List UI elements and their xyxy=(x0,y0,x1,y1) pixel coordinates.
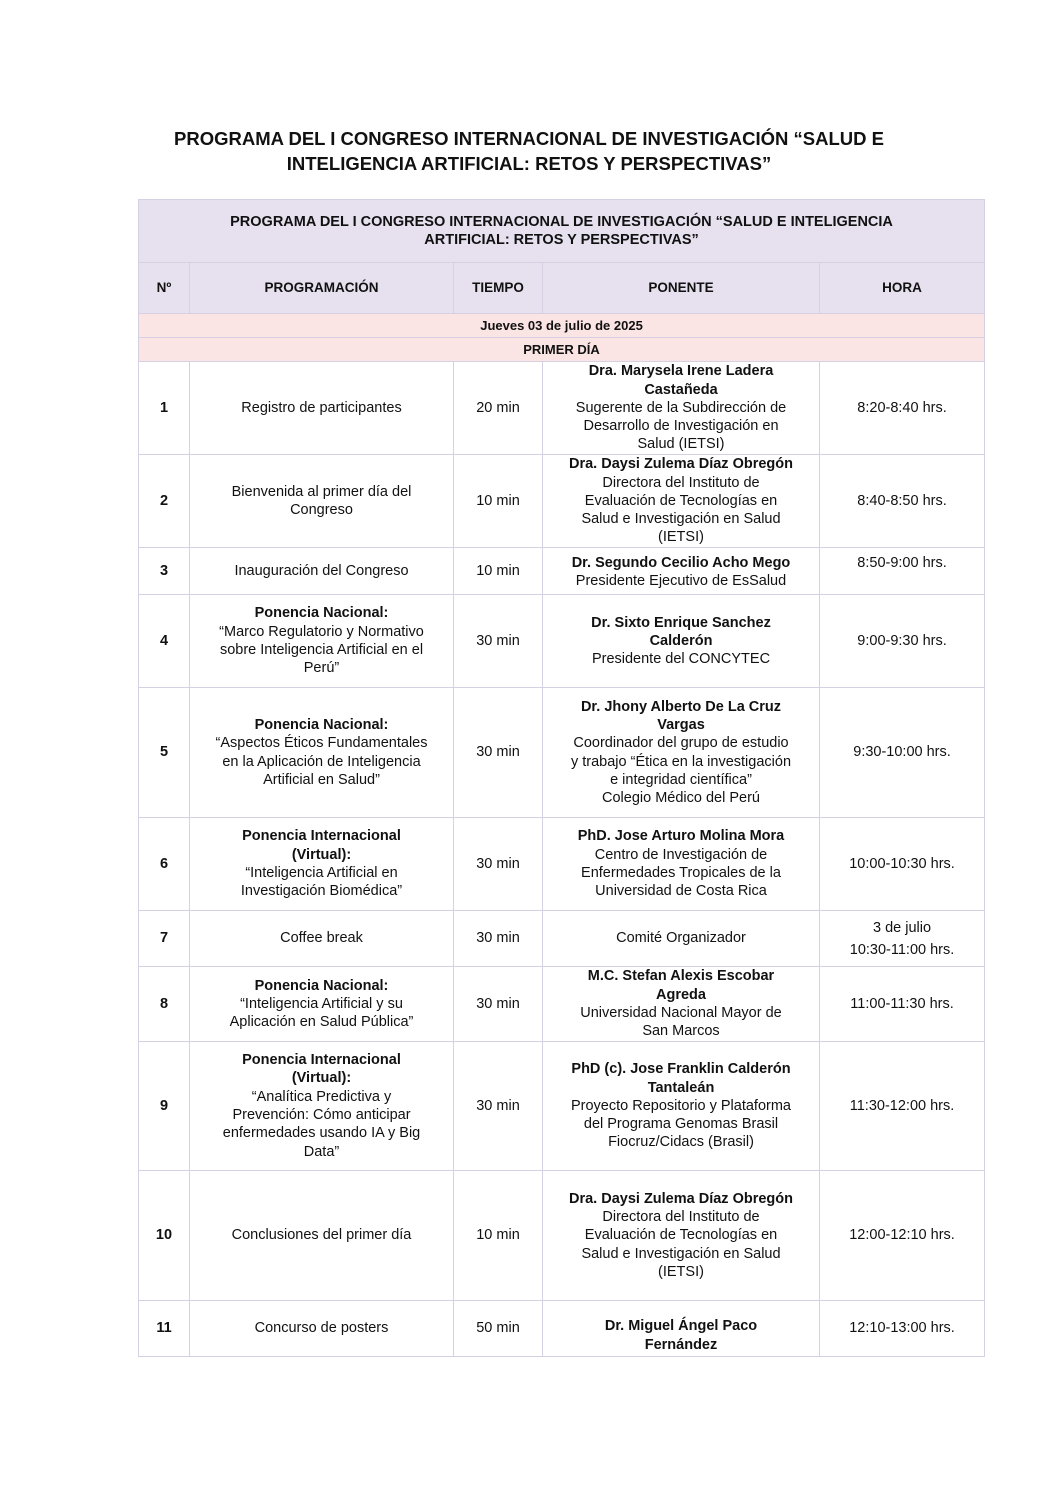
hour-value: 8:40-8:50 hrs. xyxy=(857,492,947,509)
speaker-affiliation: (IETSI) xyxy=(658,1263,704,1280)
row-number: 4 xyxy=(139,595,190,688)
speaker-name: Dra. Daysi Zulema Díaz Obregón xyxy=(568,1190,793,1207)
program-type: (Virtual): xyxy=(291,1070,352,1087)
program-title: “Analítica Predictiva y xyxy=(251,1088,392,1105)
speaker-affiliation: y trabajo “Ética en la investigación xyxy=(570,753,792,770)
speaker-name: Agreda xyxy=(656,986,706,1003)
table-row xyxy=(139,1171,985,1301)
speaker-affiliation: Evaluación de Tecnologías en xyxy=(584,492,778,509)
speaker-name: Castañeda xyxy=(644,381,718,398)
row-number: 7 xyxy=(139,911,190,967)
speaker-affiliation: Fiocruz/Cidacs (Brasil) xyxy=(608,1134,754,1151)
duration-cell: 30 min xyxy=(454,911,543,967)
speaker-cell xyxy=(543,818,820,911)
speaker-affiliation: Enfermedades Tropicales de la xyxy=(581,865,781,881)
program-cell xyxy=(190,967,454,1042)
table-banner xyxy=(139,200,985,263)
speaker-affiliation: Presidente Ejecutivo de EsSalud xyxy=(575,573,787,590)
program-title: Bienvenida al primer día del xyxy=(231,483,412,500)
program-title: Coffee break xyxy=(280,930,363,947)
speaker-affiliation: e integridad científica” xyxy=(610,771,752,788)
speaker-name: M.C. Stefan Alexis Escobar xyxy=(587,968,775,985)
program-title: sobre Inteligencia Artificial en el xyxy=(219,642,424,658)
speaker-cell xyxy=(543,688,820,818)
speaker-name: Calderón xyxy=(649,632,713,649)
speaker-affiliation: Desarrollo de Investigación en xyxy=(583,418,779,435)
speaker-name: Dr. Segundo Cecilio Acho Mego xyxy=(571,555,791,571)
day-row xyxy=(139,338,985,362)
speaker-affiliation: Colegio Médico del Perú xyxy=(602,790,760,807)
hour-value: 12:00-12:10 hrs. xyxy=(849,1227,955,1244)
duration-cell: 10 min xyxy=(454,1171,543,1301)
speaker-cell xyxy=(543,362,820,455)
speaker-affiliation: Proyecto Repositorio y Plataforma xyxy=(570,1097,791,1114)
speaker-name: Dr. Miguel Ángel Paco xyxy=(604,1318,758,1335)
speaker-cell xyxy=(543,595,820,688)
table-row xyxy=(139,818,985,911)
hour-value: 10:30-11:00 hrs. xyxy=(849,941,955,958)
program-type: (Virtual): xyxy=(291,846,352,863)
date-row xyxy=(139,314,985,338)
duration-cell: 30 min xyxy=(454,688,543,818)
program-title: Inauguración del Congreso xyxy=(234,562,409,579)
program-title: Aplicación en Salud Pública” xyxy=(229,1014,414,1031)
hour-cell xyxy=(820,595,985,688)
program-title: Investigación Biomédica” xyxy=(240,883,403,900)
program-type: Ponencia Nacional: xyxy=(254,716,389,733)
program-title: “Aspectos Éticos Fundamentales xyxy=(215,735,428,752)
program-title: Concurso de posters xyxy=(254,1320,389,1337)
date-label: Jueves 03 de julio de 2025 xyxy=(139,314,985,338)
row-number: 1 xyxy=(139,362,190,455)
day-label: PRIMER DÍA xyxy=(139,338,985,362)
speaker-cell xyxy=(543,911,820,967)
hour-value: 11:30-12:00 hrs. xyxy=(849,1097,955,1114)
program-cell xyxy=(190,455,454,548)
speaker-affiliation: Salud e Investigación en Salud xyxy=(581,511,781,528)
program-cell xyxy=(190,548,454,595)
row-number: 9 xyxy=(139,1042,190,1171)
speaker-affiliation: Salud e Investigación en Salud xyxy=(581,1245,781,1262)
hour-value: 8:20-8:40 hrs. xyxy=(857,399,947,416)
row-number: 3 xyxy=(139,548,190,595)
row-number: 2 xyxy=(139,455,190,548)
hour-cell xyxy=(820,455,985,548)
speaker-affiliation: Sugerente de la Subdirección de xyxy=(575,399,787,416)
speaker-affiliation: Centro de Investigación de xyxy=(594,846,768,863)
speaker-name: Tantaleán xyxy=(647,1079,715,1096)
table-banner-line1: PROGRAMA DEL I CONGRESO INTERNACIONAL DE INVESTIGACIÓN “SALUD E INTELIGENCIA xyxy=(230,213,893,230)
program-title: Data” xyxy=(303,1143,340,1160)
hour-value: 9:00-9:30 hrs. xyxy=(857,632,947,649)
header-program: PROGRAMACIÓN xyxy=(190,263,454,314)
program-type: Ponencia Internacional xyxy=(242,1052,401,1069)
hour-cell xyxy=(820,1301,985,1357)
program-cell xyxy=(190,1042,454,1171)
hour-cell xyxy=(820,911,985,967)
duration-cell: 10 min xyxy=(454,548,543,595)
row-number: 8 xyxy=(139,967,190,1042)
table-row xyxy=(139,911,985,967)
program-type: Ponencia Internacional xyxy=(242,828,401,845)
program-cell xyxy=(190,688,454,818)
duration-cell: 30 min xyxy=(454,967,543,1042)
table-row xyxy=(139,548,985,595)
table-row xyxy=(139,455,985,548)
document-title-line2: INTELIGENCIA ARTIFICIAL: RETOS Y PERSPECTIVAS” xyxy=(286,153,772,174)
speaker-affiliation: Coordinador del grupo de estudio xyxy=(573,735,789,752)
hour-value: 11:00-11:30 hrs. xyxy=(850,995,954,1012)
duration-cell: 10 min xyxy=(454,455,543,548)
program-title: Conclusiones del primer día xyxy=(231,1227,412,1244)
document-title-line1: PROGRAMA DEL I CONGRESO INTERNACIONAL DE INVESTIGACIÓN “SALUD E xyxy=(174,128,884,149)
hour-cell xyxy=(820,548,985,595)
speaker-cell xyxy=(543,967,820,1042)
speaker-affiliation: Directora del Instituto de xyxy=(602,474,760,491)
hour-value: 12:10-13:00 hrs. xyxy=(849,1320,955,1337)
program-title: Prevención: Cómo anticipar xyxy=(232,1107,411,1123)
speaker-affiliation: San Marcos xyxy=(642,1023,720,1040)
document-title xyxy=(110,126,948,176)
program-cell xyxy=(190,1301,454,1357)
program-type: Ponencia Nacional: xyxy=(254,977,389,994)
row-number: 11 xyxy=(139,1301,190,1357)
row-number: 10 xyxy=(139,1171,190,1301)
hour-cell xyxy=(820,1171,985,1301)
speaker-name: Dr. Jhony Alberto De La Cruz xyxy=(580,698,782,715)
program-cell xyxy=(190,595,454,688)
speaker-name: PhD. Jose Arturo Molina Mora xyxy=(577,828,785,845)
speaker-affiliation: Universidad de Costa Rica xyxy=(595,883,767,900)
program-cell xyxy=(190,911,454,967)
speaker-affiliation: del Programa Genomas Brasil xyxy=(583,1116,779,1133)
speaker-affiliation: Presidente del CONCYTEC xyxy=(591,651,771,668)
program-title: “Inteligencia Artificial y su xyxy=(240,995,403,1012)
table-row xyxy=(139,362,985,455)
header-num: Nº xyxy=(139,263,190,314)
speaker-name: Vargas xyxy=(657,716,705,733)
hour-value: 8:50-9:00 hrs. xyxy=(857,555,947,571)
table-banner-row xyxy=(139,200,985,263)
program-title: enfermedades usando IA y Big xyxy=(222,1125,421,1142)
table-row xyxy=(139,1042,985,1171)
speaker-cell xyxy=(543,1171,820,1301)
hour-cell xyxy=(820,818,985,911)
speaker-name: Dra. Marysela Irene Ladera xyxy=(588,363,774,380)
program-type: Ponencia Nacional: xyxy=(254,605,389,622)
speaker-name: Dra. Daysi Zulema Díaz Obregón xyxy=(568,456,793,473)
speaker-cell xyxy=(543,548,820,595)
speaker-affiliation: (IETSI) xyxy=(658,529,704,546)
hour-cell xyxy=(820,362,985,455)
speaker-name: Dr. Sixto Enrique Sanchez xyxy=(591,614,771,631)
speaker-name: PhD (c). Jose Franklin Calderón xyxy=(571,1061,791,1078)
hour-value: 9:30-10:00 hrs. xyxy=(853,744,951,761)
hour-value: 3 de julio xyxy=(873,919,932,936)
program-cell xyxy=(190,818,454,911)
hour-cell xyxy=(820,967,985,1042)
speaker-affiliation: Salud (IETSI) xyxy=(637,436,725,453)
speaker-affiliation: Evaluación de Tecnologías en xyxy=(584,1227,778,1244)
program-title: Registro de participantes xyxy=(241,399,402,416)
speaker-affiliation: Directora del Instituto de xyxy=(602,1209,760,1226)
table-header-row xyxy=(139,263,985,314)
table-banner-line2: ARTIFICIAL: RETOS Y PERSPECTIVAS” xyxy=(424,232,699,248)
program-title: en la Aplicación de Inteligencia xyxy=(222,753,421,770)
row-number: 5 xyxy=(139,688,190,818)
program-cell xyxy=(190,362,454,455)
hour-value: 10:00-10:30 hrs. xyxy=(849,855,955,872)
duration-cell: 50 min xyxy=(454,1301,543,1357)
header-time: TIEMPO xyxy=(454,263,543,314)
duration-cell: 20 min xyxy=(454,362,543,455)
header-speaker: PONENTE xyxy=(543,263,820,314)
program-title: Perú” xyxy=(303,660,340,677)
hour-cell xyxy=(820,688,985,818)
speaker-cell xyxy=(543,1042,820,1171)
row-number: 6 xyxy=(139,818,190,911)
table-row xyxy=(139,967,985,1042)
program-title: Congreso xyxy=(290,502,353,518)
table-row xyxy=(139,1301,985,1357)
program-cell xyxy=(190,1171,454,1301)
duration-cell: 30 min xyxy=(454,1042,543,1171)
speaker-name: Fernández xyxy=(644,1336,718,1353)
header-hour: HORA xyxy=(820,263,985,314)
speaker-affiliation: Universidad Nacional Mayor de xyxy=(580,1005,782,1021)
program-title: “Marco Regulatorio y Normativo xyxy=(219,623,424,640)
speaker-affiliation: Comité Organizador xyxy=(616,930,746,947)
program-title: “Inteligencia Artificial en xyxy=(245,865,398,881)
duration-cell: 30 min xyxy=(454,818,543,911)
program-title: Artificial en Salud” xyxy=(263,771,380,788)
table-row xyxy=(139,595,985,688)
hour-cell xyxy=(820,1042,985,1171)
speaker-cell xyxy=(543,455,820,548)
table-row xyxy=(139,688,985,818)
program-table xyxy=(138,199,985,1357)
duration-cell: 30 min xyxy=(454,595,543,688)
speaker-cell xyxy=(543,1301,820,1357)
